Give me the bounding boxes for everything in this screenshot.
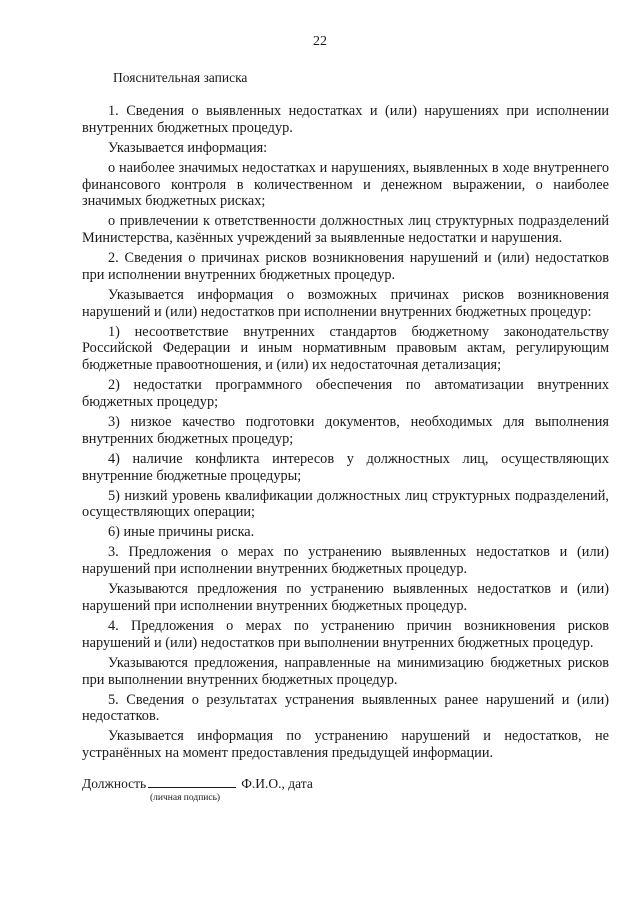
paragraph: 3. Предложения о мерах по устранению выявленных недостатков и (или) нарушений при исполнении внутренних бюджетных процедур. [82,544,609,578]
document-body [82,103,609,765]
paragraph: о наиболее значимых недостатках и нарушениях, выявленных в ходе внутреннего финансового контроля в количественном и денежном выражении, о наиболее значимых бюджетных рисках; [82,159,609,210]
page-number: 22 [313,34,327,49]
paragraph: 2. Сведения о причинах рисков возникновения нарушений и (или) недостатков при исполнении внутренних бюджетных процедур. [82,250,609,283]
paragraph: Указывается информация по устранению нарушений и недостатков, не устранённых на момент предоставления предыдущей информации. [82,728,609,762]
position-label: Должность [82,776,147,791]
fio-date-label: Ф.И.О., дата [241,776,313,791]
paragraph: 5. Сведения о результатах устранения выявленных ранее нарушений и (или) недостатков. [82,691,609,725]
paragraph: 4. Предложения о мерах по устранению причин возникновения рисков нарушений и (или) недостатков при выполнении внутренних бюджетных процедур. [82,617,609,651]
document-title: Пояснительная записка [113,70,248,85]
paragraph: Указываются предложения, направленные на минимизацию бюджетных рисков при выполнении внутренних бюджетных процедур. [82,654,609,688]
paragraph: 6) иные причины риска. [108,524,255,541]
paragraph: 2) недостатки программного обеспечения по автоматизации внутренних бюджетных процедур; [82,377,609,411]
paragraph: Указываются предложения по устранению выявленных недостатков и (или) нарушений при исполнении внутренних бюджетных процедур. [82,581,609,614]
paragraph: 5) низкий уровень квалификации должностных лиц структурных подразделений, осуществляющих операции; [82,487,609,521]
paragraph: 3) низкое качество подготовки документов, необходимых для выполнения внутренних бюджетных процедур; [82,414,609,447]
paragraph: о привлечении к ответственности должностных лиц структурных подразделений Министерства, казённых учреждений за выявленные недостатки и нарушения. [82,213,609,247]
signature-caption: (личная подпись) [150,793,221,803]
signature-block [82,776,313,792]
paragraph: 1) несоответствие внутренних стандартов бюджетному законодательству Российской Федерации и иным нормативным правовым актам, регулирующим бюджетные правоотношения, и (или) их недостаточная детализация; [82,323,609,374]
signature-line [148,777,236,788]
paragraph: 1. Сведения о выявленных недостатках и (или) нарушениях при исполнении внутренних бюджетных процедур. [82,103,609,136]
paragraph: Указывается информация: [108,139,268,156]
paragraph: Указывается информация о возможных причинах рисков возникновения нарушений и (или) недостатков при исполнении внутренних бюджетных процедур: [82,286,609,320]
paragraph: 4) наличие конфликта интересов у должностных лиц, осуществляющих внутренние бюджетные процедуры; [82,450,609,484]
